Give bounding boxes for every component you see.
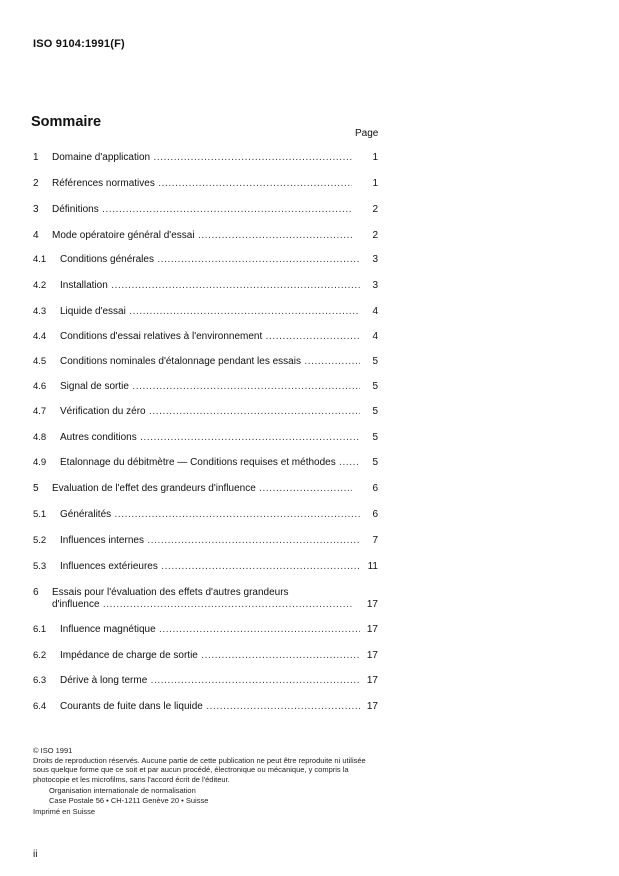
toc-number: 6.3 <box>33 675 47 686</box>
toc-title: Étalonnage du débitmètre — Conditions requises et méthodes ..... <box>60 457 360 469</box>
toc-number: 4.1 <box>33 254 47 265</box>
document-header: ISO 9104:1991(F) <box>33 38 125 50</box>
toc-number: 5 <box>33 483 39 494</box>
toc-page: 1 <box>372 178 378 189</box>
toc-number: 6 <box>33 587 39 598</box>
toc-page: 11 <box>367 561 378 572</box>
toc-page: 3 <box>372 254 378 265</box>
toc-page: 3 <box>372 280 378 291</box>
toc-title: Influence magnétique ..... <box>60 624 360 636</box>
toc-page: 17 <box>366 701 378 712</box>
toc-page: 5 <box>372 381 378 392</box>
rights-notice: Droits de reproduction réservés. Aucune partie de cette publication ne peut être reproduite ni utilisée sous quelque forme que ce soit et par aucun procédé, électronique ou mécanique, y compris la photocopie et les microfilms, sans l'accord écrit de l'éditeur. <box>33 755 366 784</box>
copyright-footer <box>33 746 383 817</box>
toc-page: 4 <box>372 331 378 342</box>
toc-number: 6.4 <box>33 701 47 712</box>
toc-title: Installation ..... <box>60 280 360 292</box>
toc-number: 4.4 <box>33 331 47 342</box>
toc-page: 6 <box>372 509 378 520</box>
toc-number: 4.6 <box>33 381 47 392</box>
copyright-line: © ISO 1991 <box>33 746 73 755</box>
toc-number: 4.5 <box>33 356 47 367</box>
toc-title: Signal de sortie ..... <box>60 381 360 393</box>
toc-number: 4.3 <box>33 306 47 317</box>
toc-page: 5 <box>372 406 378 417</box>
toc-title: Liquide d'essai ..... <box>60 306 360 318</box>
toc-page: 17 <box>366 624 378 635</box>
toc-number: 5.1 <box>33 509 47 520</box>
toc-page: 5 <box>372 356 378 367</box>
toc-title: Généralités ..... <box>60 509 360 521</box>
toc-page: 2 <box>372 230 378 241</box>
toc-number: 4.8 <box>33 432 47 443</box>
toc-page: 2 <box>372 204 378 215</box>
toc-number: 4.7 <box>33 406 47 417</box>
toc-title: Dérive à long terme ..... <box>60 675 360 687</box>
organization-name: Organisation internationale de normalisation <box>49 786 196 795</box>
toc-number: 1 <box>33 152 39 163</box>
toc-number: 4.2 <box>33 280 47 291</box>
page-column-label: Page <box>355 128 379 139</box>
toc-page: 17 <box>366 675 378 686</box>
toc-title: Vérification du zéro ..... <box>60 406 360 418</box>
toc-page: 1 <box>372 152 378 163</box>
toc-number: 6.1 <box>33 624 47 635</box>
toc-title: Influences extérieures ..... <box>60 561 360 573</box>
toc-page: 17 <box>366 599 378 610</box>
toc-page: 7 <box>372 535 378 546</box>
toc-number: 2 <box>33 178 39 189</box>
toc-page: 4 <box>372 306 378 317</box>
toc-number: 4.9 <box>33 457 47 468</box>
toc-number: 6.2 <box>33 650 47 661</box>
toc-title: Mode opératoire général d'essai ..... <box>52 230 352 242</box>
toc-title: Conditions d'essai relatives à l'environnement ..... <box>60 331 360 343</box>
toc-title: Conditions nominales d'étalonnage pendant les essais ..... <box>60 356 360 368</box>
toc-title: Courants de fuite dans le liquide ..... <box>60 701 360 713</box>
toc-title: Conditions générales ..... <box>60 254 360 266</box>
organization-address: Case Postale 56 • CH-1211 Genève 20 • Suisse <box>49 795 209 805</box>
toc-page: 5 <box>372 432 378 443</box>
toc-number: 4 <box>33 230 39 241</box>
toc-number: 3 <box>33 204 39 215</box>
toc-page: 17 <box>366 650 378 661</box>
toc-title: Références normatives ..... <box>52 178 352 190</box>
toc-title-line1: Essais pour l'évaluation des effets d'autres grandeurs <box>52 587 289 598</box>
toc-title: Autres conditions ..... <box>60 432 360 444</box>
toc-title: Évaluation de l'effet des grandeurs d'influence ..... <box>52 483 352 495</box>
page-number: ii <box>33 849 38 860</box>
toc-title: Influences internes ..... <box>60 535 360 547</box>
toc-title: Domaine d'application ..... <box>52 152 352 164</box>
toc-number: 5.2 <box>33 535 47 546</box>
toc-title: d'influence ..... <box>52 599 352 611</box>
toc-page: 6 <box>372 483 378 494</box>
toc-page: 5 <box>372 457 378 468</box>
printed-in: Imprimé en Suisse <box>33 807 96 816</box>
toc-title: Impédance de charge de sortie ..... <box>60 650 360 662</box>
toc-number: 5.3 <box>33 561 47 572</box>
toc-title: Définitions ..... <box>52 204 352 216</box>
page-title: Sommaire <box>31 114 102 130</box>
